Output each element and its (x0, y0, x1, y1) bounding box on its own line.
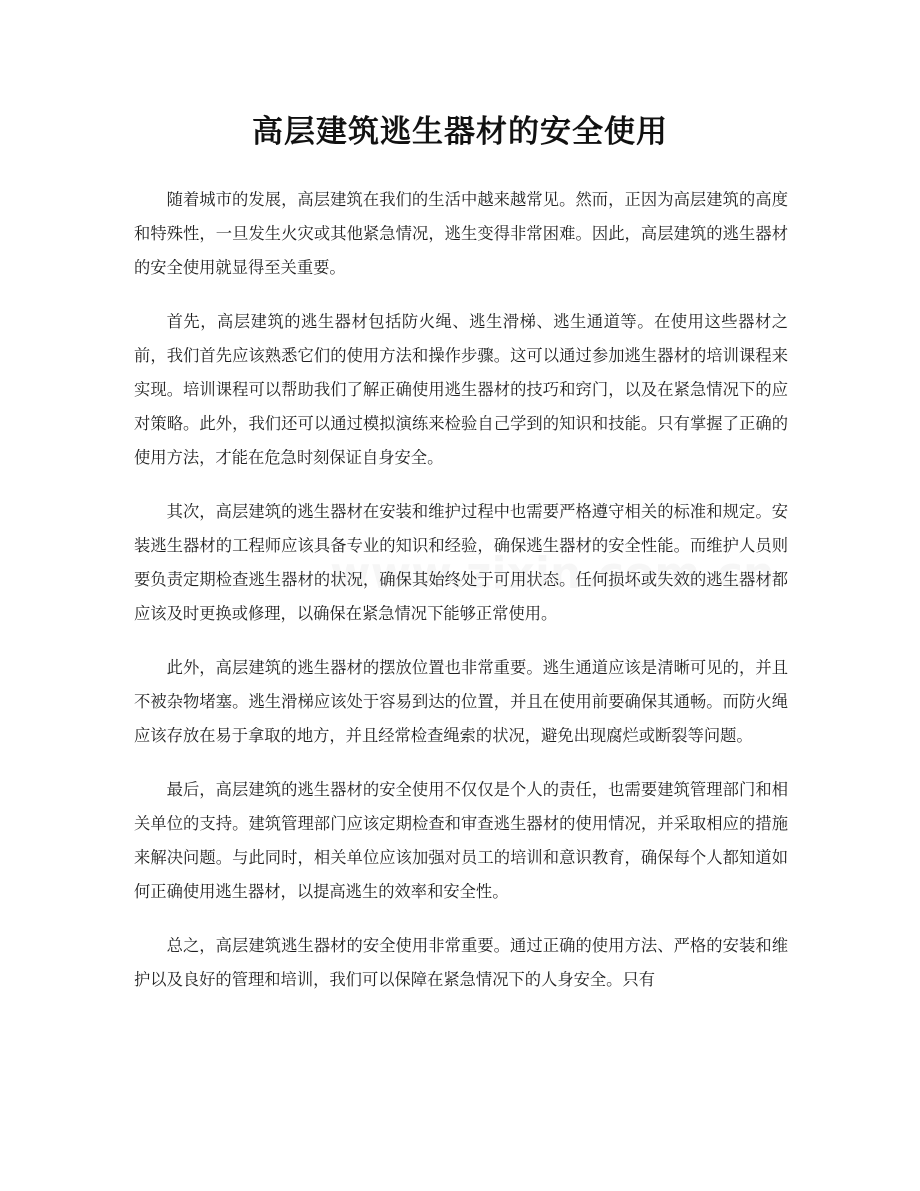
paragraph: 随着城市的发展，高层建筑在我们的生活中越来越常见。然而，正因为高层建筑的高度和特殊性，一旦发生火灾或其他紧急情况，逃生变得非常困难。因此，高层建筑的逃生器材的安全使用就显得至关重要。 (134, 190, 788, 277)
paragraph: 此外，高层建筑的逃生器材的摆放位置也非常重要。逃生通道应该是清晰可见的，并且不被杂物堵塞。逃生滑梯应该处于容易到达的位置，并且在使用前要确保其通畅。而防火绳应该存放在易于拿取的地方，并且经常检查绳索的状况，避免出现腐烂或断裂等问题。 (134, 658, 788, 745)
paragraph: 首先，高层建筑的逃生器材包括防火绳、逃生滑梯、逃生通道等。在使用这些器材之前，我们首先应该熟悉它们的使用方法和操作步骤。这可以通过参加逃生器材的培训课程来实现。培训课程可以帮助我们了解正确使用逃生器材的技巧和窍门，以及在紧急情况下的应对策略。此外，我们还可以通过模拟演练来检验自己学到的知识和技能。只有掌握了正确的使用方法，才能在危急时刻保证自身安全。 (134, 312, 788, 467)
paragraph: 总之，高层建筑逃生器材的安全使用非常重要。通过正确的使用方法、严格的安装和维护以及良好的管理和培训，我们可以保障在紧急情况下的人身安全。只有 (134, 936, 788, 989)
document-body (134, 183, 788, 1017)
paragraph: 其次，高层建筑的逃生器材在安装和维护过程中也需要严格遵守相关的标准和规定。安装逃生器材的工程师应该具备专业的知识和经验，确保逃生器材的安全性能。而维护人员则要负责定期检查逃生器材的状况，确保其始终处于可用状态。任何损坏或失效的逃生器材都应该及时更换或修理，以确保在紧急情况下能够正常使用。 (134, 502, 788, 623)
paragraph: 最后，高层建筑的逃生器材的安全使用不仅仅是个人的责任，也需要建筑管理部门和相关单位的支持。建筑管理部门应该定期检查和审查逃生器材的使用情况，并采取相应的措施来解决问题。与此同时，相关单位应该加强对员工的培训和意识教育，确保每个人都知道如何正确使用逃生器材，以提高逃生的效率和安全性。 (134, 780, 788, 901)
document-title: 高层建筑逃生器材的安全使用 (252, 114, 668, 150)
